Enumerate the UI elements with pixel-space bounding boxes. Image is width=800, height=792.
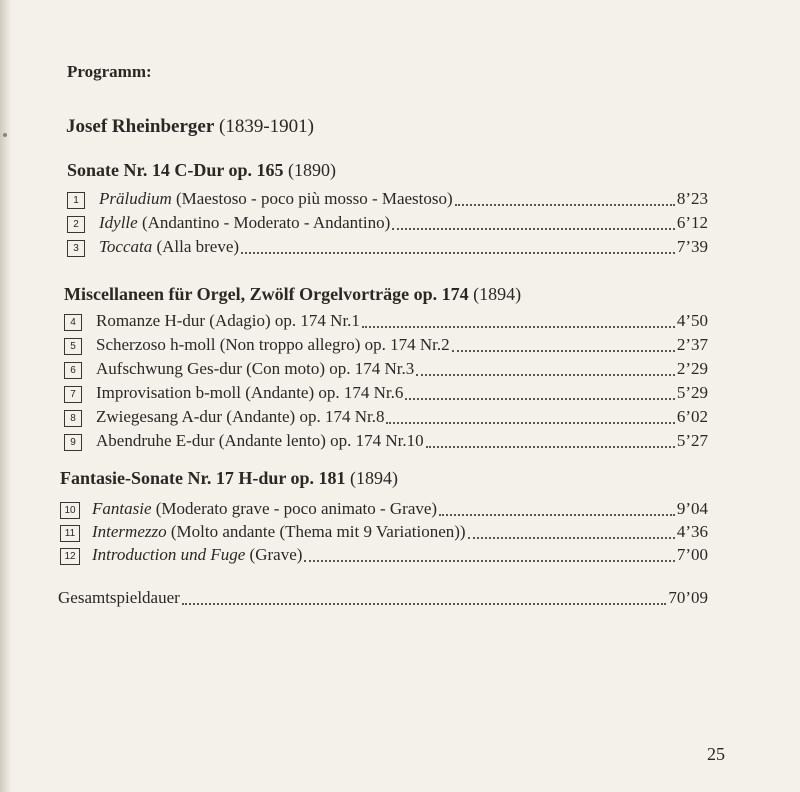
track-title: Präludium (Maestoso - poco più mosso - Maestoso)	[99, 189, 453, 208]
work-title: Miscellaneen für Orgel, Zwölf Orgelvorträge op. 174	[64, 284, 469, 304]
track-row	[67, 237, 708, 259]
track-row	[60, 545, 708, 567]
work-year: (1890)	[288, 160, 337, 180]
track-row	[64, 311, 708, 333]
composer-name: Josef Rheinberger	[66, 116, 215, 137]
track-duration: 6’12	[676, 213, 708, 232]
track-title: Introduction und Fuge (Grave)	[92, 545, 303, 564]
track-number: 4	[64, 314, 82, 331]
track-number: 11	[60, 525, 80, 542]
track-title: Idylle (Andantino - Moderato - Andantino)	[99, 213, 391, 232]
track-duration: 4’36	[676, 522, 708, 541]
track-number: 9	[64, 434, 82, 451]
composer-line	[66, 116, 314, 138]
track-duration: 5’29	[676, 383, 708, 402]
track-row	[64, 359, 708, 381]
track-duration: 6’02	[676, 407, 708, 426]
track-row	[64, 335, 708, 357]
leader-dots	[304, 560, 674, 562]
page-number: 25	[707, 744, 725, 764]
track-row	[64, 407, 708, 429]
work-title: Fantasie-Sonate Nr. 17 H-dur op. 181	[60, 468, 346, 488]
leader-dots	[241, 252, 675, 254]
leader-dots	[455, 204, 675, 206]
track-duration: 2’37	[676, 335, 708, 354]
track-row	[64, 431, 708, 453]
leader-dots	[392, 228, 675, 230]
work-title-3	[60, 468, 398, 489]
track-number: 6	[64, 362, 82, 379]
work-year: (1894)	[473, 284, 522, 304]
total-label: Gesamtspieldauer	[58, 588, 180, 607]
leader-dots	[182, 603, 667, 605]
track-number: 7	[64, 386, 82, 403]
track-title: Toccata (Alla breve)	[99, 237, 240, 256]
track-title: Aufschwung Ges-dur (Con moto) op. 174 Nr.3	[96, 359, 415, 378]
track-number: 2	[67, 216, 85, 233]
track-title: Intermezzo (Molto andante (Thema mit 9 Variationen))	[92, 522, 466, 541]
track-number: 3	[67, 240, 85, 257]
leader-dots	[452, 350, 675, 352]
track-duration: 2’29	[676, 359, 708, 378]
track-duration: 4’50	[676, 311, 708, 330]
track-row	[67, 213, 708, 235]
work-title-2	[64, 284, 521, 305]
track-number: 1	[67, 192, 85, 209]
track-title: Scherzoso h-moll (Non troppo allegro) op. 174 Nr.2	[96, 335, 450, 354]
track-title: Fantasie (Moderato grave - poco animato - Grave)	[92, 499, 438, 518]
track-row	[60, 499, 708, 521]
track-duration: 7’39	[676, 237, 708, 256]
program-heading: Programm:	[67, 62, 152, 81]
leader-dots	[426, 446, 675, 448]
page-binding-shadow	[0, 0, 12, 792]
binding-mark	[3, 133, 7, 137]
leader-dots	[362, 326, 675, 328]
work-year: (1894)	[350, 468, 399, 488]
leader-dots	[468, 537, 675, 539]
track-title: Improvisation b-moll (Andante) op. 174 Nr.6	[96, 383, 404, 402]
leader-dots	[416, 374, 675, 376]
track-duration: 9’04	[676, 499, 708, 518]
track-row	[64, 383, 708, 405]
track-title: Abendruhe E-dur (Andante lento) op. 174 Nr.10	[96, 431, 424, 450]
work-title: Sonate Nr. 14 C-Dur op. 165	[67, 160, 284, 180]
track-number: 10	[60, 502, 80, 519]
track-number: 8	[64, 410, 82, 427]
track-number: 12	[60, 548, 80, 565]
track-title: Romanze H-dur (Adagio) op. 174 Nr.1	[96, 311, 360, 330]
track-row	[60, 522, 708, 544]
total-duration-row	[58, 588, 708, 610]
leader-dots	[405, 398, 674, 400]
track-duration: 7’00	[676, 545, 708, 564]
leader-dots	[439, 514, 675, 516]
leader-dots	[386, 422, 674, 424]
track-title: Zwiegesang A-dur (Andante) op. 174 Nr.8	[96, 407, 385, 426]
composer-years: (1839-1901)	[219, 116, 315, 137]
total-duration: 70’09	[668, 588, 708, 607]
track-row	[67, 189, 708, 211]
track-duration: 5’27	[676, 431, 708, 450]
work-title-1	[67, 160, 336, 181]
track-duration: 8’23	[676, 189, 708, 208]
track-number: 5	[64, 338, 82, 355]
